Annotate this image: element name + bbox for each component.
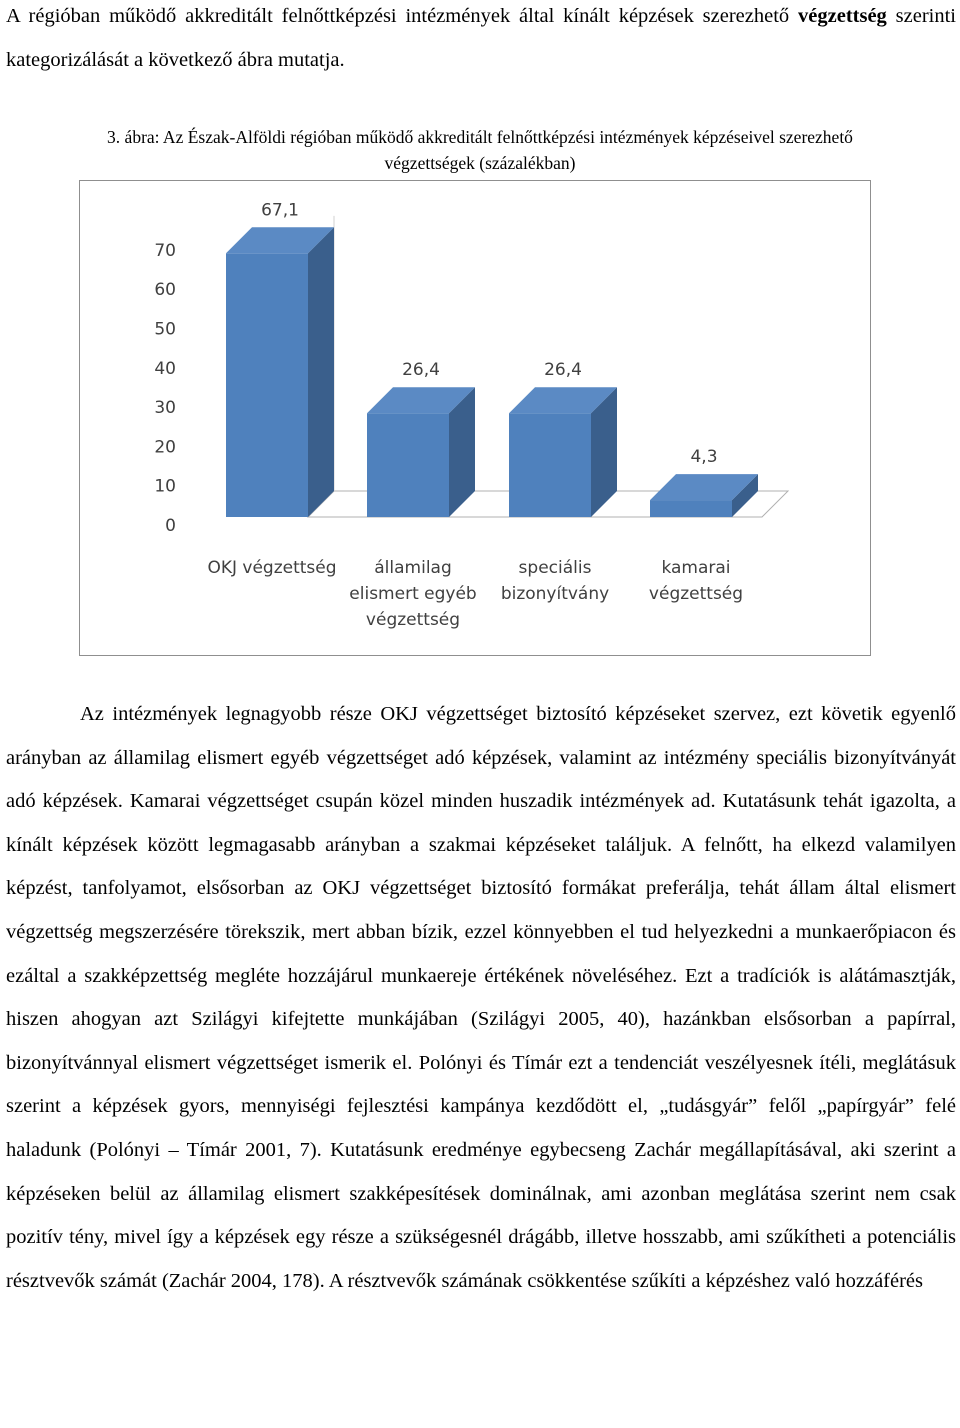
- bar: [650, 500, 732, 517]
- caption-line-2: végzettségek (százalékban): [384, 153, 576, 173]
- bar: [367, 413, 449, 517]
- chart-canvas: [80, 181, 872, 657]
- category-label-line: államilag: [374, 558, 452, 578]
- y-tick-label: 0: [165, 516, 176, 536]
- bar-chart: [79, 180, 871, 656]
- category-label-line: végzettség: [365, 610, 461, 630]
- body-paragraph: [6, 693, 956, 1303]
- category-label-line: OKJ végzettség: [207, 558, 337, 578]
- category-label-line: bizonyítvány: [500, 584, 610, 604]
- bar: [509, 413, 591, 517]
- data-label: 67,1: [261, 200, 299, 221]
- category-label-line: speciális: [518, 558, 592, 578]
- y-tick-label: 10: [154, 476, 176, 497]
- category-label-line: kamarai: [661, 558, 731, 578]
- body-paragraph-text: Az intézmények legnagyobb része OKJ végzettséget biztosító képzéseket szervez, ezt követik egyenlő arányban az államilag elismert egyéb végzettséget adó képzések, valamint az intézmény speciális bizonyítványát adó képzések. Kamarai végzettséget csupán közel minden huszadik intézmények ad. Kutatásunk tehát igazolta, a kínált képzések között legmagasabb arányban a szakmai képzéseket találjuk. A felnőtt, ha elkezd valamilyen képzést, tanfolyamot, elsősorban az OKJ végzettséget biztosító formákat preferálja, tehát állam által elismert végzettség megszerzésére törekszik, mert abban bízik, ezzel könnyebben el tud helyezkedni a munkaerőpiacon és ezáltal a szakképzettség megléte hozzájárul munkaereje értékének növeléséhez. Ezt a tradíciók is alátámasztják, hiszen ahogyan azt Szilágyi kifejtette munkájában (Szilágyi 2005, 40), hazánkban elsősorban a papírral, bizonyítvánnyal elismert végzettséget ismerik el. Polónyi és Tímár ezt a tendenciát veszélyesnek ítéli, meglátásuk szerint a képzések gyors, mennyiségi fejlesztési kampánya kezdődött el, „tudásgyár” felől „papírgyár” felé haladunk (Polónyi – Tímár 2001, 7). Kutatásunk eredménye egybecseng Zachár megállapításával, aki szerint a képzéseken belül az államilag elismert szakképesítések dominálnak, ami azonban meglátása szerint nem csak pozitív tény, mivel így a képzések egy része a szükségesnél drágább, illetve hosszabb, ami szűkítheti a potenciális résztvevők számát (Zachár 2004, 178). A résztvevők számának csökkentése szűkíti a képzéshez való hozzáférés: [6, 703, 956, 1292]
- y-tick-label: 20: [154, 437, 176, 458]
- intro-paragraph: [6, 0, 956, 82]
- category-label: [349, 558, 476, 630]
- category-label: [649, 558, 743, 604]
- bar: [226, 253, 308, 517]
- y-tick-label: 70: [154, 240, 176, 261]
- data-label: 26,4: [544, 360, 582, 381]
- caption-line-1: 3. ábra: Az Észak-Alföldi régióban működő akkreditált felnőttképzési intézmények képzéseivel szerezhető: [107, 127, 853, 147]
- intro-text-start: A régióban működő akkreditált felnőttképzési intézmények által kínált képzések szerezhető: [6, 5, 799, 27]
- bar-side-face: [308, 227, 334, 517]
- intro-bold-term: végzettség: [798, 5, 887, 27]
- y-tick-label: 60: [154, 280, 176, 301]
- figure-caption: [30, 124, 930, 176]
- data-label: 4,3: [690, 447, 718, 468]
- y-tick-label: 30: [154, 398, 176, 419]
- category-label-line: elismert egyéb: [349, 584, 477, 604]
- category-label: [207, 558, 336, 578]
- category-label: [501, 558, 609, 604]
- data-label: 26,4: [402, 360, 440, 381]
- y-tick-label: 50: [154, 319, 176, 340]
- intro-text-end: szerinti kategorizálását a következő ábra mutatja.: [6, 5, 956, 71]
- category-label-line: végzettség: [648, 584, 744, 604]
- y-tick-label: 40: [154, 358, 176, 379]
